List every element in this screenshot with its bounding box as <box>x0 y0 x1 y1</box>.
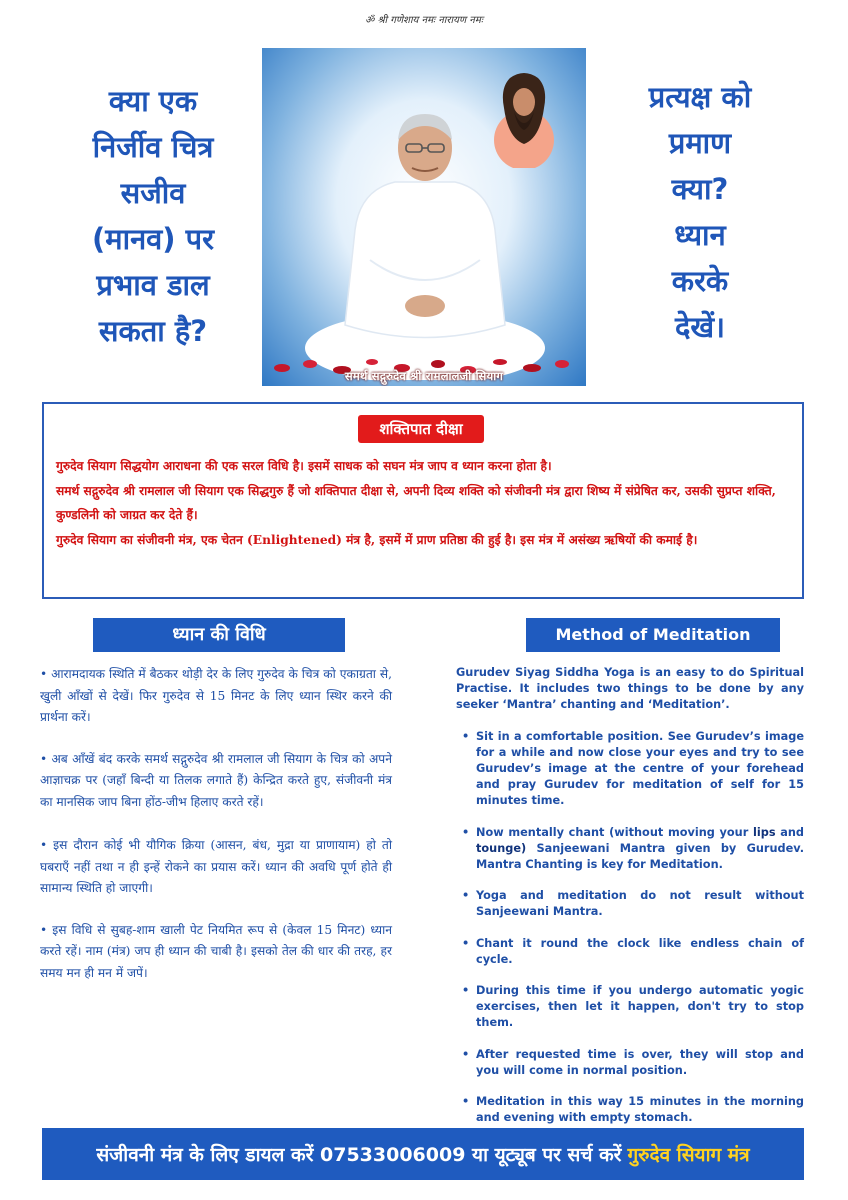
english-step-text: Sanjeewani Mantra given by Gurudev. Mantra Chanting is key for Meditation. <box>476 841 804 872</box>
english-step: • During this time if you undergo automatic yogic exercises, then let it happen, don't try to stop them. <box>456 983 804 1032</box>
right-question-line: प्रत्यक्ष को <box>648 80 752 114</box>
right-question-line: क्या? <box>671 172 729 206</box>
left-question-line: सकता है? <box>98 314 208 348</box>
hindi-step: • इस दौरान कोई भी यौगिक क्रिया (आसन, बंध, मुद्रा या प्राणायाम) हो तो घबराएँ नहीं तथा न ही इन्हें रोकने का प्रयास करें। ध्यान की अवधि पूर्ण होते ही सामान्य स्थिति हो जाएगी। <box>40 838 392 895</box>
hindi-method-text <box>40 664 392 1004</box>
right-question-line: प्रमाण <box>668 126 732 160</box>
hindi-step: • अब आँखें बंद करके समर्थ सद्गुरुदेव श्री रामलाल जी सियाग के चित्र को अपने आज्ञाचक्र पर (जहाँ बिन्दी या तिलक लगाते हैं) केन्द्रित करते हुए, संजीवनी मंत्र का मानसिक जाप बिना होंठ-जीभ हिलाए करते रहें। <box>40 751 392 809</box>
english-intro: Gurudev Siyag Siddha Yoga is an easy to do Spiritual Practise. It includes two things to be done by any seeker ‘Mantra’ chanting and ‘Meditation’. <box>456 666 804 712</box>
footer-text: संजीवनी मंत्र के लिए डायल करें 07533006009 या यूट्यूब पर सर्च करें <box>96 1144 622 1166</box>
hindi-step: • आरामदायक स्थिति में बैठकर थोड़ी देर के लिए गुरुदेव के चित्र को एकाग्रता से, खुली आँखों से देखें। फिर गुरुदेव से 15 मिनट के लिए ध्यान स्थिर करने की प्रार्थना करें। <box>40 667 392 724</box>
guru-photo <box>262 48 586 386</box>
right-question-line: करके <box>671 264 729 298</box>
hindi-step: • इस विधि से सुबह-शाम खाली पेट नियमित रूप से (केवल 15 मिनट) ध्यान करते रहें। नाम (मंत्र) जप ही ध्यान की चाबी है। इसको तेल की धार की तरह, हर समय मन ही मन में जपें। <box>40 922 392 980</box>
shaktipat-diksha-box <box>42 402 804 599</box>
english-steps-list <box>456 729 804 1127</box>
left-question-line: क्या एक <box>108 84 198 118</box>
english-method-heading: Method of Meditation <box>526 618 780 652</box>
right-question-line: ध्यान <box>674 218 726 252</box>
shaktipat-diksha-title: शक्तिपात दीक्षा <box>358 415 484 443</box>
english-step: • Yoga and meditation do not result without Sanjeewani Mantra. <box>456 888 804 920</box>
left-question <box>58 78 248 354</box>
hindi-method-heading: ध्यान की विधि <box>93 618 345 652</box>
english-step: • Meditation in this way 15 minutes in the morning and evening with empty stomach. <box>456 1094 804 1126</box>
english-step-text: and <box>775 825 804 839</box>
english-step-emphasis: lips <box>752 825 776 839</box>
english-step: • Chant it round the clock like endless chain of cycle. <box>456 936 804 968</box>
left-question-line: सजीव <box>120 176 186 210</box>
english-step: • After requested time is over, they will stop and you will come in normal position. <box>456 1047 804 1079</box>
left-question-line: प्रभाव डाल <box>96 268 210 302</box>
right-question <box>625 74 775 350</box>
footer-highlight: गुरुदेव सियाग मंत्र <box>627 1144 750 1166</box>
diksha-paragraph: समर्थ सद्गुरुदेव श्री रामलाल जी सियाग एक सिद्धगुरु हैं जो शक्तिपात दीक्षा से, अपनी दिव्य शक्ति को संजीवनी मंत्र द्वारा शिष्य में संप्रेषित कर, उसकी सुप्रप्त शक्ति, कुण्डलिनी को जाग्रत कर देते हैं। <box>56 483 776 522</box>
left-question-line: (मानव) पर <box>91 222 214 256</box>
footer-banner <box>42 1128 804 1180</box>
english-step-emphasis: tounge) <box>476 841 527 855</box>
shaktipat-diksha-body <box>56 454 794 552</box>
english-method-text <box>456 665 804 1141</box>
left-question-line: निर्जीव चित्र <box>92 130 214 164</box>
diksha-paragraph: गुरुदेव सियाग का संजीवनी मंत्र, एक चेतन (Enlightened) मंत्र है, इसमें में प्राण प्रतिष्ठा की हुई है। इस मंत्र में असंख्य ऋषियों की कमाई है। <box>56 532 698 547</box>
photo-caption: समर्थ सद्गुरुदेव श्री रामलालजी सियाग <box>344 369 504 383</box>
top-invocation: ॐ श्री गणेशाय नमः नारायण नमः <box>365 15 483 26</box>
english-step <box>456 825 804 874</box>
english-step-text: Now mentally chant (without moving your <box>476 825 753 839</box>
right-question-line: देखें। <box>674 310 726 344</box>
diksha-paragraph: गुरुदेव सियाग सिद्धयोग आराधना की एक सरल विधि है। इसमें साधक को सघन मंत्र जाप व ध्यान करना होता है। <box>56 459 552 473</box>
english-step: • Sit in a comfortable position. See Gurudev’s image for a while and now close your eyes and try to see Gurudev’s image at the centre of your forehead and pray Gurudev for meditation of self for 15 minutes time. <box>456 729 804 810</box>
